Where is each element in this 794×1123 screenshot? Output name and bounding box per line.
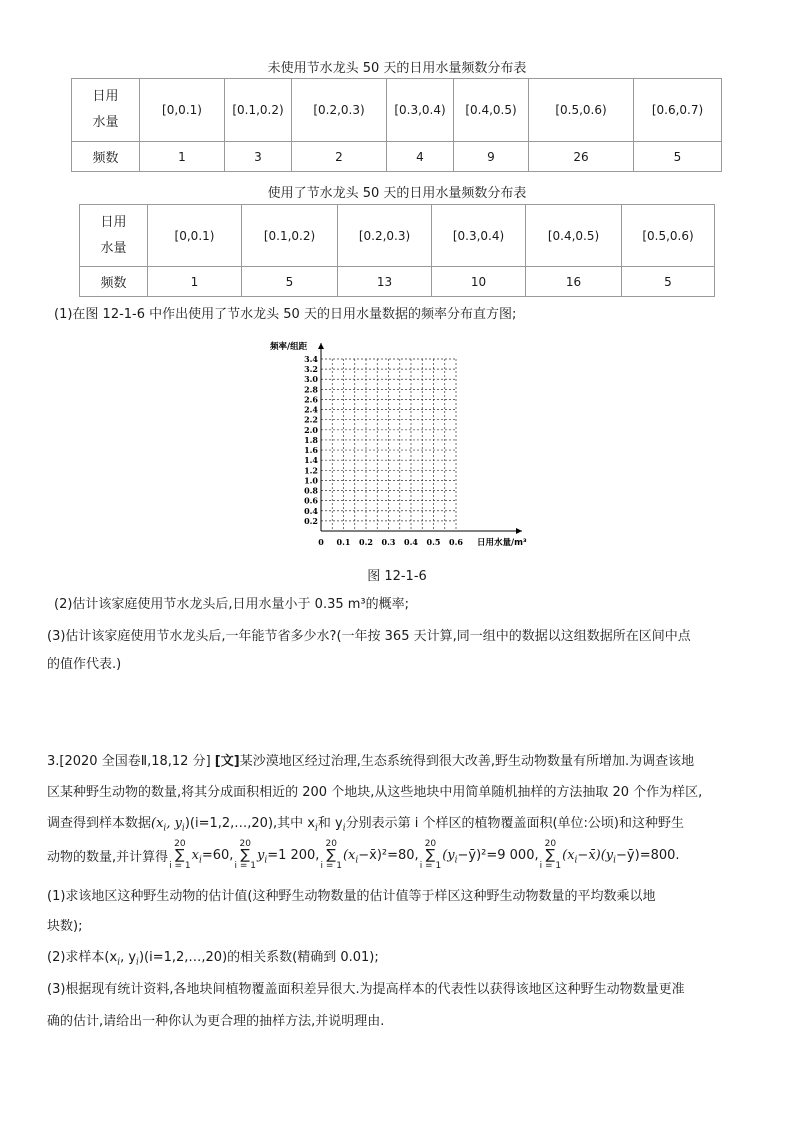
- y-tick-label: 3.2: [304, 364, 318, 375]
- y-tick-label: 1.4: [304, 455, 318, 466]
- interval-cell: [0.2,0.3): [338, 205, 432, 267]
- count-cell: 13: [338, 267, 432, 297]
- count-cell: 9: [454, 142, 529, 172]
- problem-text: 动物的数量,并计算得: [47, 850, 169, 865]
- y-axis-label: 频率/组距: [270, 342, 308, 352]
- problem-3-q1-line2: 块数);: [47, 919, 83, 934]
- interval-cell: [0.4,0.5): [454, 79, 529, 142]
- table-header-cell: [72, 79, 140, 142]
- header-label: 日用: [92, 89, 119, 104]
- math-text: ): [184, 816, 190, 831]
- problem-3-line3: [47, 809, 684, 844]
- count-cell: 5: [622, 267, 715, 297]
- sum-symbol: 20 ∑ i = 1: [320, 839, 342, 871]
- question-3-line2: 的值作代表.): [47, 657, 122, 672]
- frequency-table-with-faucet: [79, 204, 715, 297]
- math-text: −ȳ)²=9 000,: [457, 848, 539, 863]
- header-label: 日用: [100, 214, 127, 230]
- histogram-grid: [260, 335, 550, 555]
- y-axis-arrow: [318, 343, 324, 349]
- math-sub: i: [117, 957, 121, 968]
- count-cell: 2: [292, 142, 387, 172]
- problem-number: 3.: [47, 754, 60, 769]
- x-tick-label: 0.5: [426, 537, 441, 547]
- count-cell: 4: [387, 142, 454, 172]
- count-cell: 16: [526, 267, 622, 297]
- math-text: y: [256, 848, 265, 863]
- figure-caption: 图 12-1-6: [367, 569, 427, 584]
- x-tick-label: 0.3: [381, 537, 396, 547]
- math-text: (x: [562, 848, 575, 863]
- header-label: 水量: [92, 115, 119, 130]
- question-3-line1: (3)估计该家庭使用节水龙头后,一年能节省多少水?(一年按 365 天计算,同一组中的数据以这组数据所在区间中点: [47, 629, 691, 644]
- table-row: [80, 205, 715, 267]
- y-tick-label: 1.6: [304, 445, 318, 456]
- interval-cell: [0.1,0.2): [242, 205, 338, 267]
- math-text: (y: [442, 848, 455, 863]
- problem-3-q3-line2: 确的估计,请给出一种你认为更合理的抽样方法,并说明理由.: [47, 1014, 385, 1029]
- table2-caption: 使用了节水龙头 50 天的日用水量频数分布表: [267, 186, 527, 201]
- y-tick-label: 1.0: [304, 475, 318, 486]
- math-text: , y: [166, 816, 182, 831]
- x-tick-label: 0.6: [449, 537, 463, 547]
- math-text: (x: [342, 848, 356, 863]
- math-text: =60,: [201, 848, 234, 863]
- problem-3-line1: [47, 747, 694, 777]
- count-cell: 26: [529, 142, 634, 172]
- interval-cell: [0.2,0.3): [292, 79, 387, 142]
- interval-cell: [0.6,0.7): [634, 79, 722, 142]
- x-axis-label: 日用水量/m³: [477, 538, 527, 548]
- math-sub: i: [355, 855, 359, 866]
- count-cell: 5: [242, 267, 338, 297]
- table-row: [72, 79, 722, 142]
- y-tick-label: 0.6: [304, 495, 318, 506]
- table1-caption: 未使用节水龙头 50 天的日用水量频数分布表: [267, 61, 527, 76]
- sum-symbol: 20 ∑ i = 1: [539, 839, 562, 871]
- question-2: (2)估计该家庭使用节水龙头后,日用水量小于 0.35 m³的概率;: [54, 597, 410, 612]
- table-row: [80, 267, 715, 297]
- interval-cell: [0.3,0.4): [387, 79, 454, 142]
- count-cell: 1: [140, 142, 225, 172]
- x-tick-label: 0: [318, 537, 324, 547]
- math-text: (x: [151, 816, 164, 831]
- math-text: −x̄)²=80,: [358, 848, 419, 863]
- sum-symbol: 20 ∑ i = 1: [419, 839, 442, 871]
- problem-text: 分别表示第 i 个样区的植物覆盖面积(单位:公顷)和这种野生: [345, 816, 684, 831]
- count-label: 频数: [72, 142, 140, 172]
- count-label: 频数: [80, 267, 148, 297]
- problem-3-q2: [47, 943, 379, 978]
- problem-text: 和 y: [317, 816, 343, 831]
- math-sub: i: [264, 855, 268, 866]
- sum-symbol: 20 ∑ i = 1: [234, 839, 256, 871]
- math-sub: i: [613, 855, 617, 866]
- y-tick-label: 3.0: [304, 374, 318, 385]
- interval-cell: [0,0.1): [140, 79, 225, 142]
- y-tick-label: 3.4: [304, 354, 318, 364]
- problem-3-line4: [47, 840, 680, 871]
- math-text: −x̄)(y: [577, 848, 614, 863]
- interval-cell: [0.5,0.6): [529, 79, 634, 142]
- y-tick-label: 2.6: [304, 394, 318, 405]
- y-tick-label: 0.2: [304, 515, 318, 526]
- y-tick-label: 2.4: [304, 404, 318, 415]
- math-sub: i: [136, 957, 139, 968]
- problem-text: 某沙漠地区经过治理,生态系统得到很大改善,野生动物数量有所增加.为调查该地: [239, 754, 695, 769]
- problem-3-q3-line1: (3)根据现有统计资料,各地块间植物覆盖面积差异很大.为提高样本的代表性以获得该地区这种野生动物数量更准: [47, 982, 685, 997]
- y-tick-label: 2.8: [304, 384, 318, 395]
- math-sub: i: [314, 823, 318, 834]
- table-row: [72, 142, 722, 172]
- interval-cell: [0,0.1): [148, 205, 242, 267]
- problem-text: , y: [120, 950, 137, 965]
- question-1: (1)在图 12-1-6 中作出使用了节水龙头 50 天的日用水量数据的频率分布直方图;: [54, 307, 517, 322]
- y-tick-label: 2.2: [304, 414, 318, 425]
- math-sub: i: [454, 855, 458, 866]
- math-text: x: [191, 848, 199, 863]
- y-tick-label: 0.8: [304, 485, 318, 496]
- count-cell: 5: [634, 142, 722, 172]
- problem-text: (i=1,2,…,20),其中 x: [189, 816, 315, 831]
- interval-cell: [0.3,0.4): [432, 205, 526, 267]
- x-tick-label: 0.1: [336, 537, 351, 547]
- interval-cell: [0.4,0.5): [526, 205, 622, 267]
- y-tick-label: 2.0: [304, 424, 318, 435]
- math-sub: i: [574, 855, 578, 866]
- header-label: 水量: [100, 240, 127, 256]
- math-sub: i: [198, 855, 202, 866]
- problem-source: [2020 全国卷Ⅱ,18,12 分]: [59, 754, 211, 769]
- count-cell: 3: [225, 142, 292, 172]
- interval-cell: [0.5,0.6): [622, 205, 715, 267]
- problem-text: (2)求样本(x: [47, 950, 118, 965]
- interval-cell: [0.1,0.2): [225, 79, 292, 142]
- y-tick-label: 0.4: [304, 505, 318, 516]
- count-cell: 1: [148, 267, 242, 297]
- x-axis-arrow: [516, 528, 522, 534]
- table-header-cell: [80, 205, 148, 267]
- y-tick-label: 1.8: [304, 434, 318, 445]
- x-tick-label: 0.2: [359, 537, 373, 547]
- sum-symbol: 20 ∑ i = 1: [169, 839, 191, 871]
- math-sub: i: [342, 823, 346, 834]
- math-text: =1 200,: [267, 848, 320, 863]
- x-tick-label: 0.4: [404, 537, 418, 547]
- problem-tag: [文]: [214, 754, 240, 769]
- problem-text: 调查得到样本数据: [47, 816, 152, 831]
- problem-text: )(i=1,2,…,20)的相关系数(精确到 0.01);: [138, 950, 379, 965]
- problem-3-line2: 区某种野生动物的数量,将其分成面积相近的 200 个地块,从这些地块中用简单随机抽样的方法抽取 20 个作为样区,: [47, 785, 703, 800]
- math-text: −ȳ)=800.: [616, 848, 680, 863]
- math-sub: i: [181, 823, 185, 834]
- frequency-table-without-faucet: [71, 78, 722, 172]
- problem-3-q1-line1: (1)求该地区这种野生动物的估计值(这种野生动物数量的估计值等于样区这种野生动物数量的平均数乘以地: [47, 889, 656, 904]
- count-cell: 10: [432, 267, 526, 297]
- math-sub: i: [163, 823, 167, 834]
- y-tick-label: 1.2: [304, 465, 318, 476]
